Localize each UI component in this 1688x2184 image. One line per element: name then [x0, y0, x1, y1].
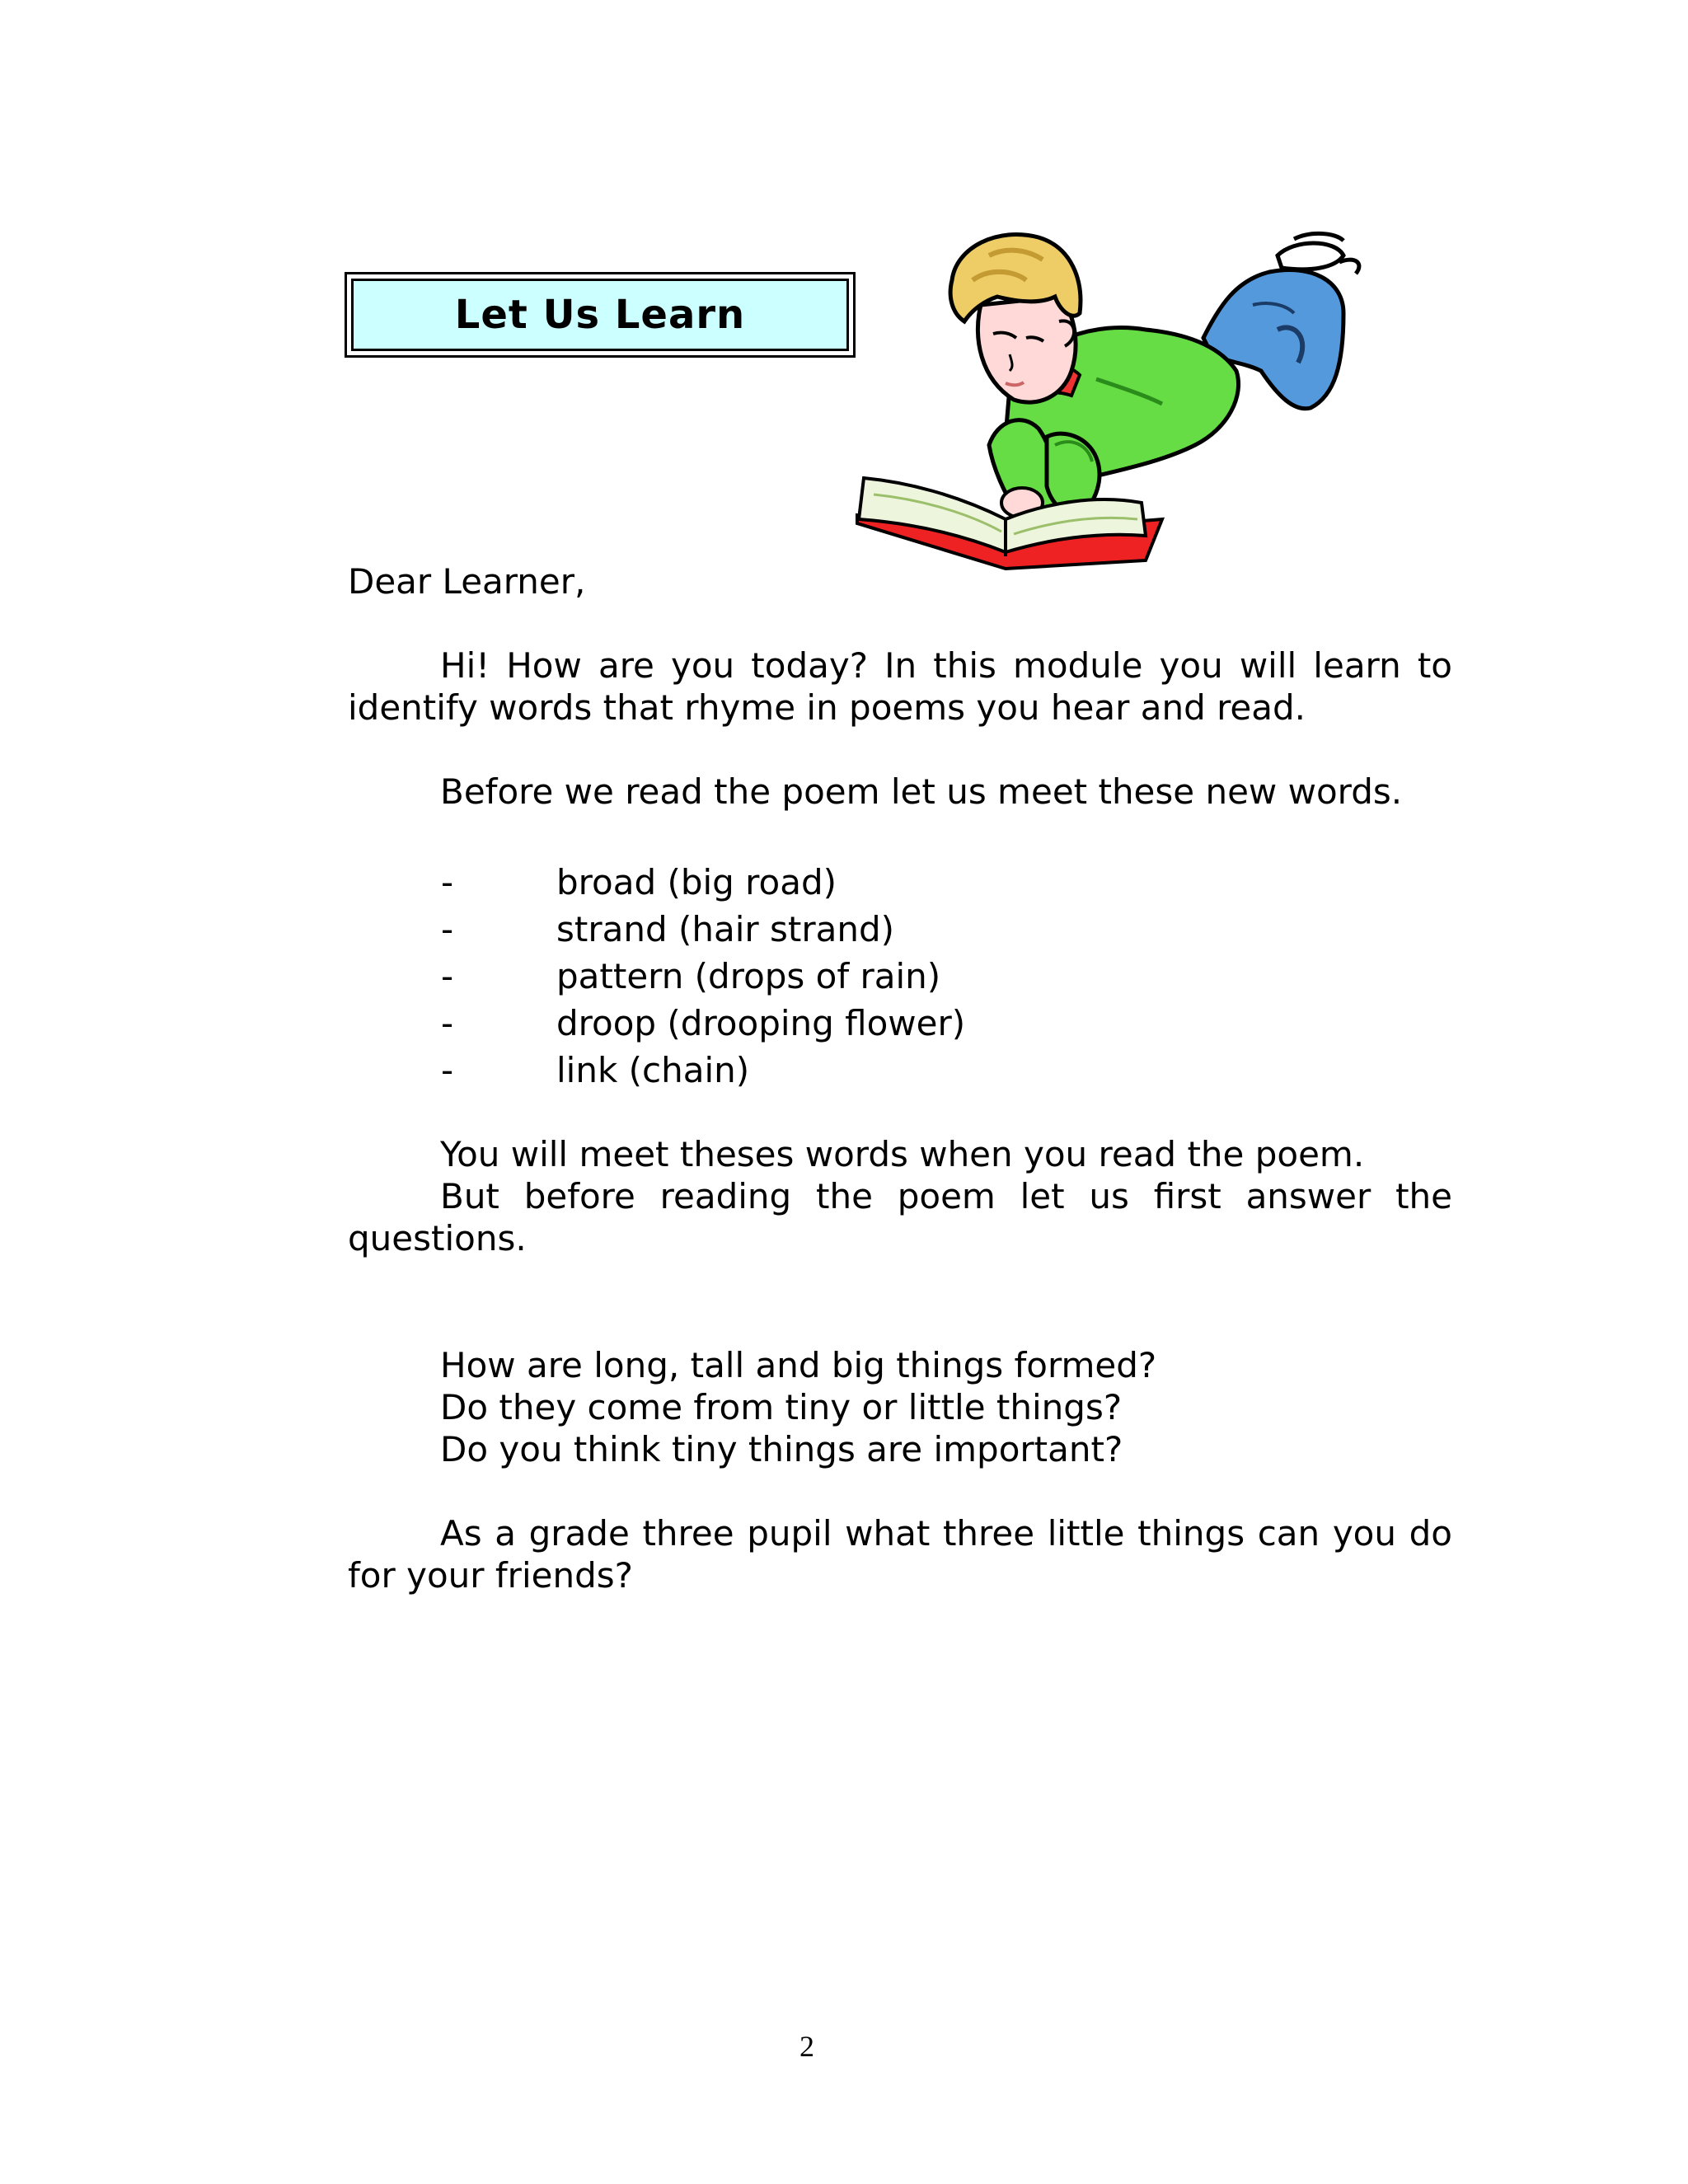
meet-words-paragraph	[348, 1133, 1452, 1259]
grade-question-paragraph: As a grade three pupil what three little things can you do for your friends?	[348, 1513, 1452, 1596]
question-line: Do they come from tiny or little things?	[440, 1387, 1123, 1427]
before-read-paragraph: Before we read the poem let us meet these new words.	[440, 771, 1403, 812]
list-bullet: -	[441, 1050, 454, 1090]
meet-line: But before reading the poem let us first answer the questions.	[348, 1176, 1452, 1258]
vocabulary-list	[441, 859, 1265, 1094]
vocabulary-word: pattern (drops of rain)	[556, 956, 941, 996]
section-title: Let Us Learn	[454, 292, 746, 338]
list-item	[441, 906, 1265, 953]
list-bullet: -	[441, 909, 454, 949]
list-item	[441, 953, 1265, 1000]
vocabulary-word: strand (hair strand)	[556, 909, 895, 949]
list-bullet: -	[441, 862, 454, 902]
list-item	[441, 1047, 1265, 1094]
vocabulary-word: link (chain)	[556, 1050, 750, 1090]
vocabulary-word: droop (drooping flower)	[556, 1003, 966, 1043]
list-item	[441, 1000, 1265, 1047]
vocabulary-word: broad (big road)	[556, 862, 837, 902]
list-bullet: -	[441, 1003, 454, 1043]
question-line: Do you think tiny things are important?	[440, 1429, 1123, 1469]
section-title-inner	[351, 279, 849, 351]
boy-reading-book-icon	[849, 231, 1376, 577]
list-item	[441, 859, 1265, 906]
meet-line: You will meet theses words when you read the poem.	[440, 1134, 1365, 1174]
section-title-box	[345, 272, 856, 358]
list-bullet: -	[441, 956, 454, 996]
question-line: How are long, tall and big things formed?	[440, 1345, 1157, 1385]
salutation: Dear Learner,	[348, 561, 586, 602]
intro-paragraph: Hi! How are you today? In this module you will learn to identify words that rhyme in poems you hear and read.	[348, 645, 1452, 728]
questions-block	[348, 1344, 1452, 1470]
page-number: 2	[799, 2030, 814, 2063]
